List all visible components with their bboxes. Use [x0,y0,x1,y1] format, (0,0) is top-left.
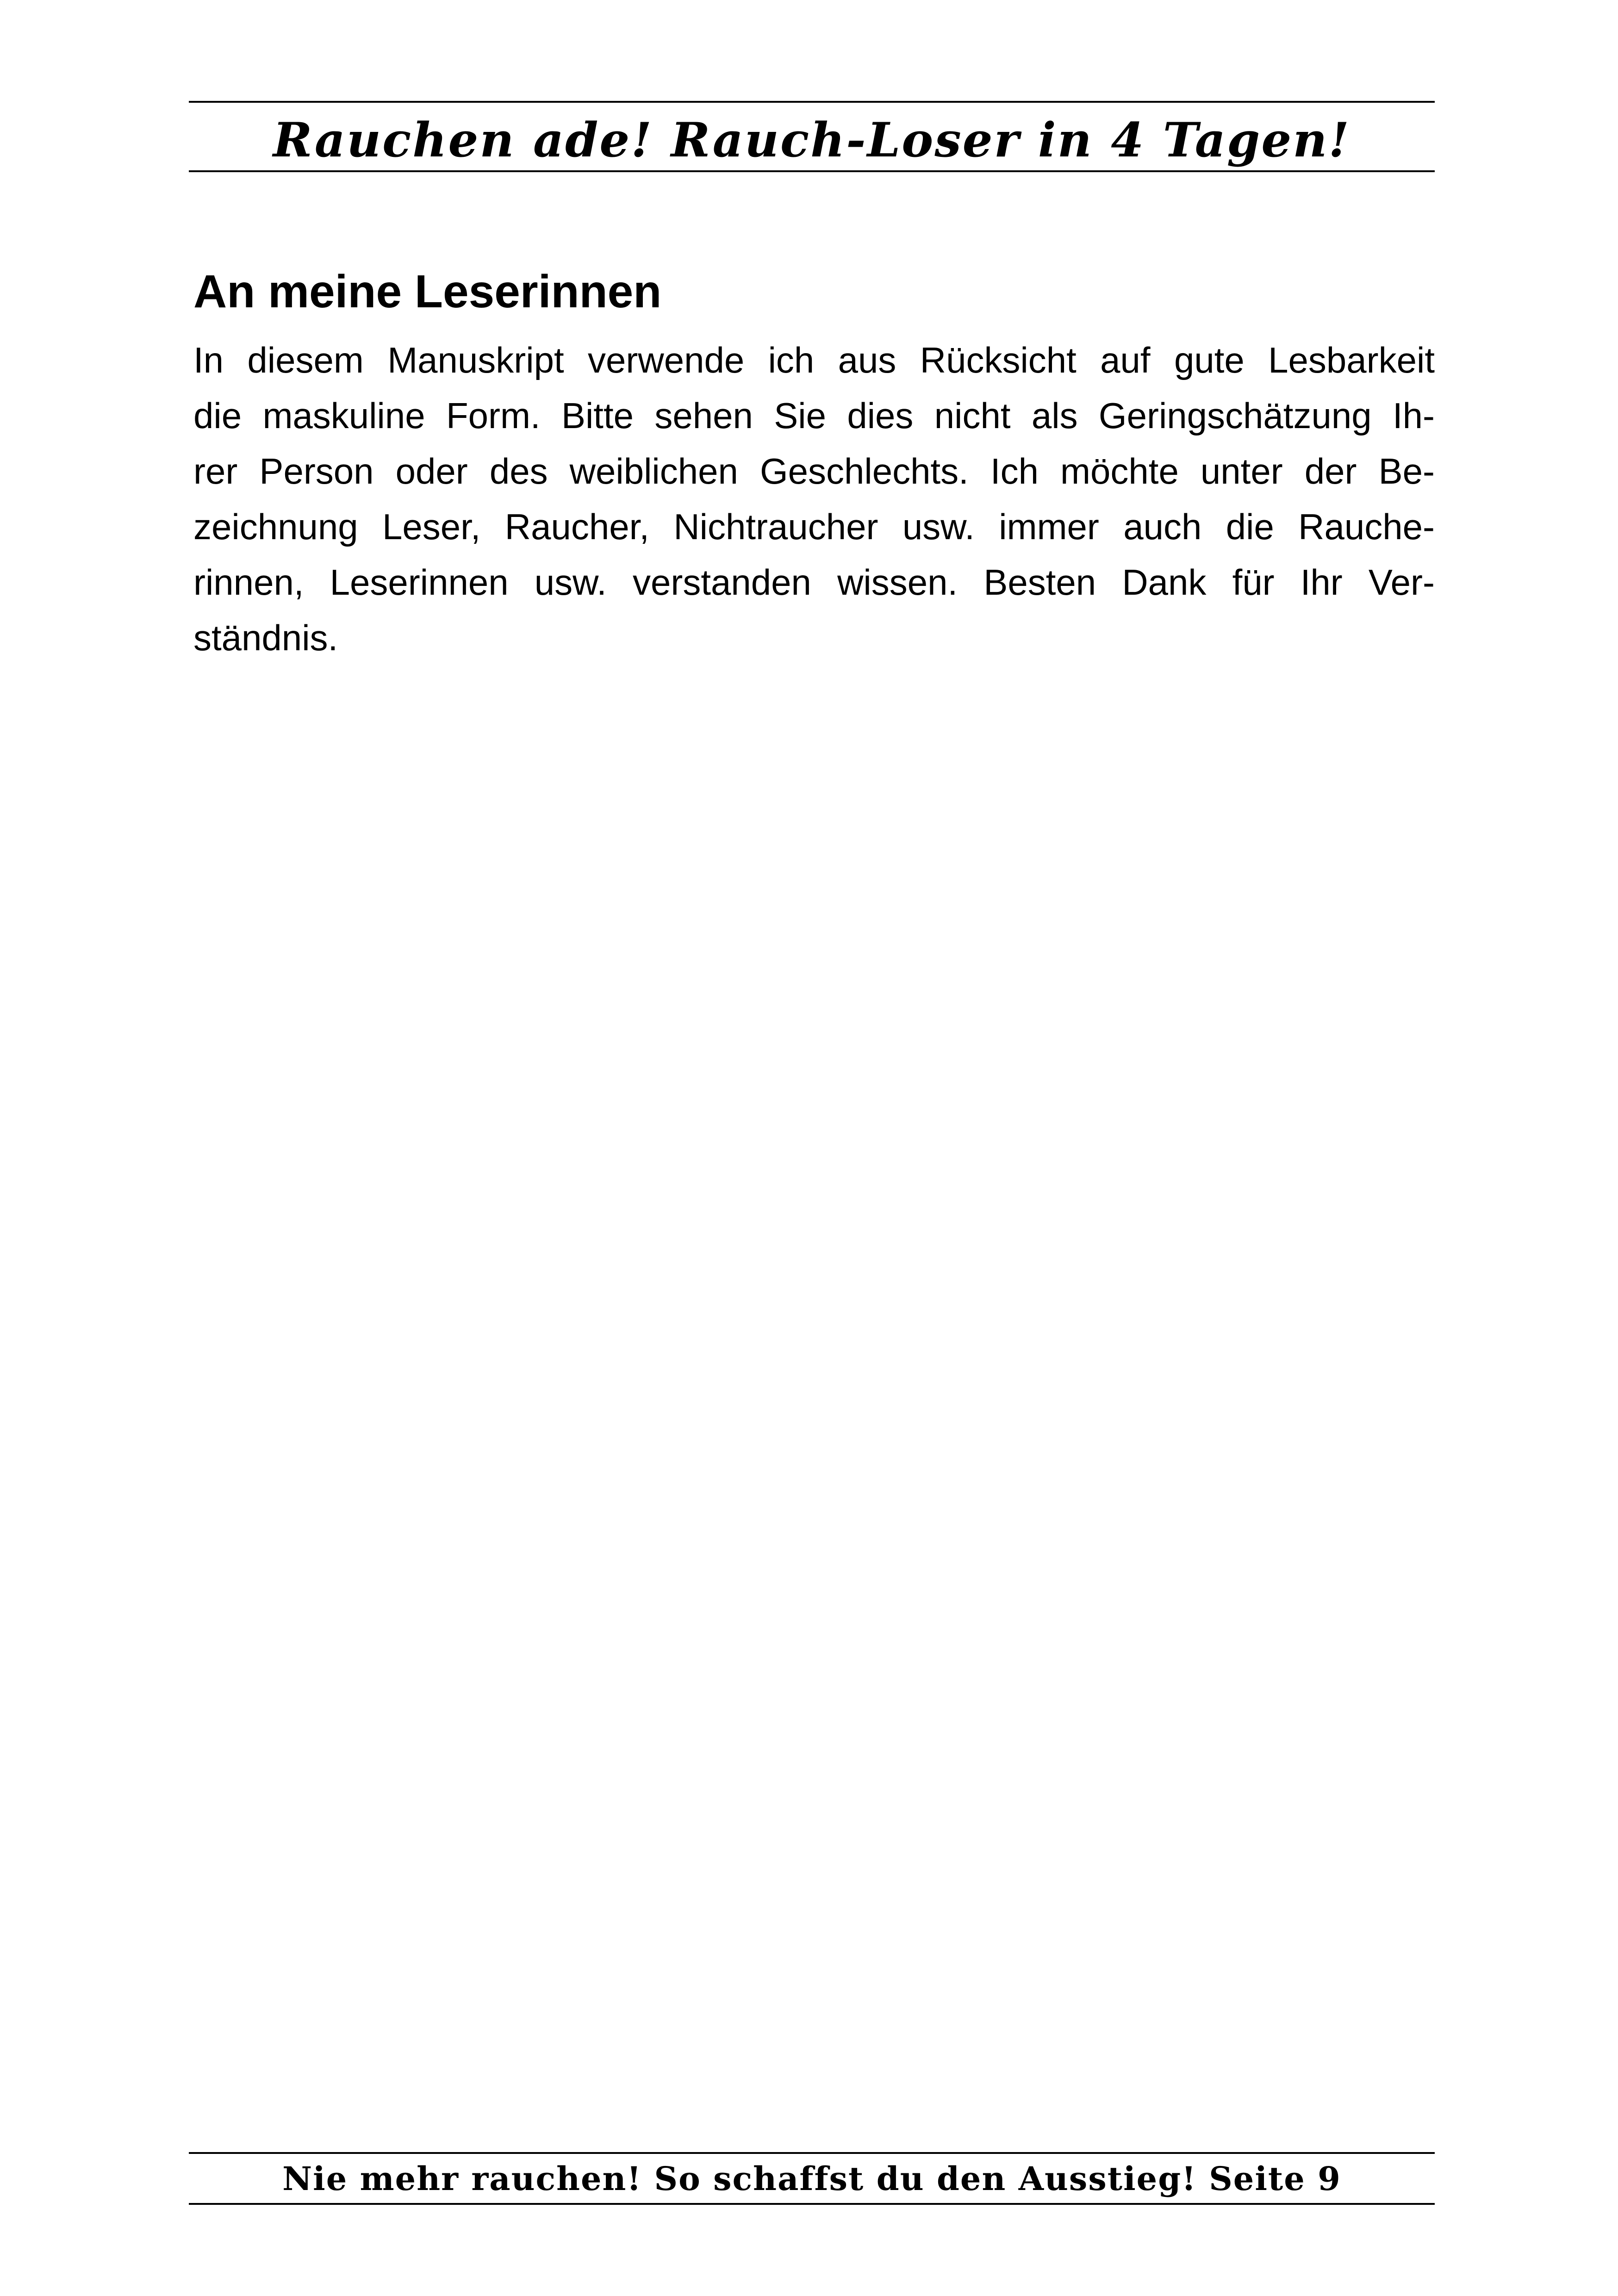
header-rule-top [189,101,1435,103]
body-line: ständnis. [193,617,338,658]
section-heading: An meine Leserinnen [193,266,662,317]
body-line: rinnen, Leserinnen usw. verstanden wissen. Besten Dank für Ihr Ver- [193,562,1435,603]
body-line: die maskuline Form. Bitte sehen Sie dies nicht als Geringschätzung Ih- [193,395,1435,436]
footer-title: Nie mehr rauchen! So schaffst du den Ausstieg! Seite 9 [282,2159,1341,2198]
body-line: zeichnung Leser, Raucher, Nichtraucher usw. immer auch die Rauche- [193,506,1435,547]
section-body [193,332,1435,666]
body-line: In diesem Manuskript verwende ich aus Rücksicht auf gute Lesbarkeit [193,340,1435,380]
footer-rule-bottom [189,2203,1435,2205]
body-line: rer Person oder des weiblichen Geschlechts. Ich möchte unter der Be- [193,451,1435,492]
header-rule-bottom [189,170,1435,172]
footer-rule-top [189,2152,1435,2154]
header-title: Rauchen ade! Rauch-Loser in 4 Tagen! [273,112,1351,168]
